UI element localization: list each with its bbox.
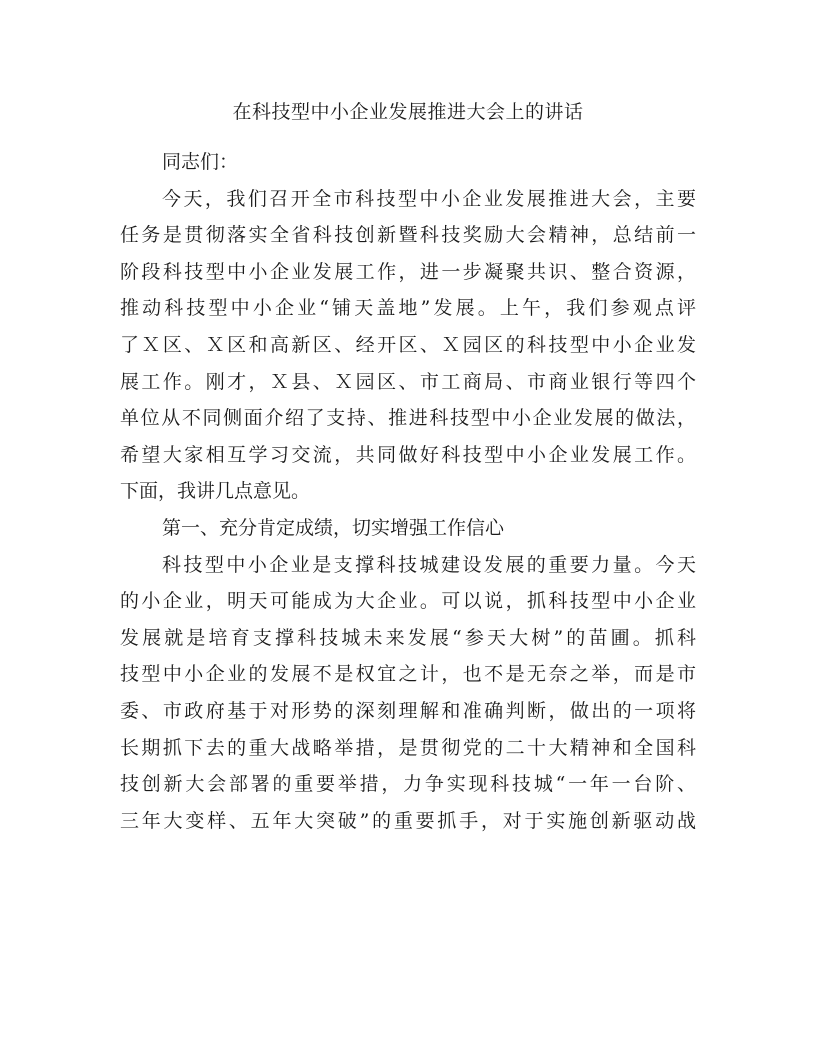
document-title: 在科技型中小企业发展推进大会上的讲话 [232, 101, 584, 123]
document-body [120, 144, 696, 839]
paragraph-line: 展工作。刚才，Ｘ县、Ｘ园区、市工商局、市商业银行等四个 [120, 370, 696, 393]
salutation-line: 同志们： [162, 151, 239, 173]
paragraph-line: 推动科技型中小企业“铺天盖地”发展。上午，我们参观点评 [120, 297, 696, 320]
paragraph-line: 的小企业，明天可能成为大企业。可以说，抓科技型中小企业 [120, 590, 696, 613]
section-heading: 第一、充分肯定成绩，切实增强工作信心 [162, 516, 505, 539]
paragraph-line: 科技型中小企业是支撑科技城建设发展的重要力量。今天 [162, 553, 696, 576]
paragraph-line: 技型中小企业的发展不是权宜之计，也不是无奈之举，而是市 [120, 663, 696, 686]
paragraph-line: 长期抓下去的重大战略举措，是贯彻党的二十大精神和全国科 [120, 736, 696, 759]
paragraph-line: 下面，我讲几点意见。 [120, 480, 311, 503]
paragraph-line: 三年大变样、五年大突破”的重要抓手，对于实施创新驱动战 [120, 809, 696, 832]
paragraph-line: 单位从不同侧面介绍了支持、推进科技型中小企业发展的做法， [120, 407, 696, 430]
paragraph-line: 委、市政府基于对形势的深刻理解和准确判断，做出的一项将 [120, 699, 696, 722]
paragraph-line: 发展就是培育支撑科技城未来发展“参天大树”的苗圃。抓科 [120, 626, 696, 649]
paragraph-line: 任务是贯彻落实全省科技创新暨科技奖励大会精神，总结前一 [120, 224, 696, 247]
paragraph-line: 今天，我们召开全市科技型中小企业发展推进大会，主要 [162, 187, 696, 210]
paragraph-line: 了Ｘ区、Ｘ区和高新区、经开区、Ｘ园区的科技型中小企业发 [120, 333, 696, 356]
paragraph-line: 阶段科技型中小企业发展工作，进一步凝聚共识、整合资源， [120, 260, 696, 283]
paragraph-line: 技创新大会部署的重要举措，力争实现科技城“一年一台阶、 [120, 773, 696, 796]
paragraph-line: 希望大家相互学习交流，共同做好科技型中小企业发展工作。 [120, 443, 696, 466]
